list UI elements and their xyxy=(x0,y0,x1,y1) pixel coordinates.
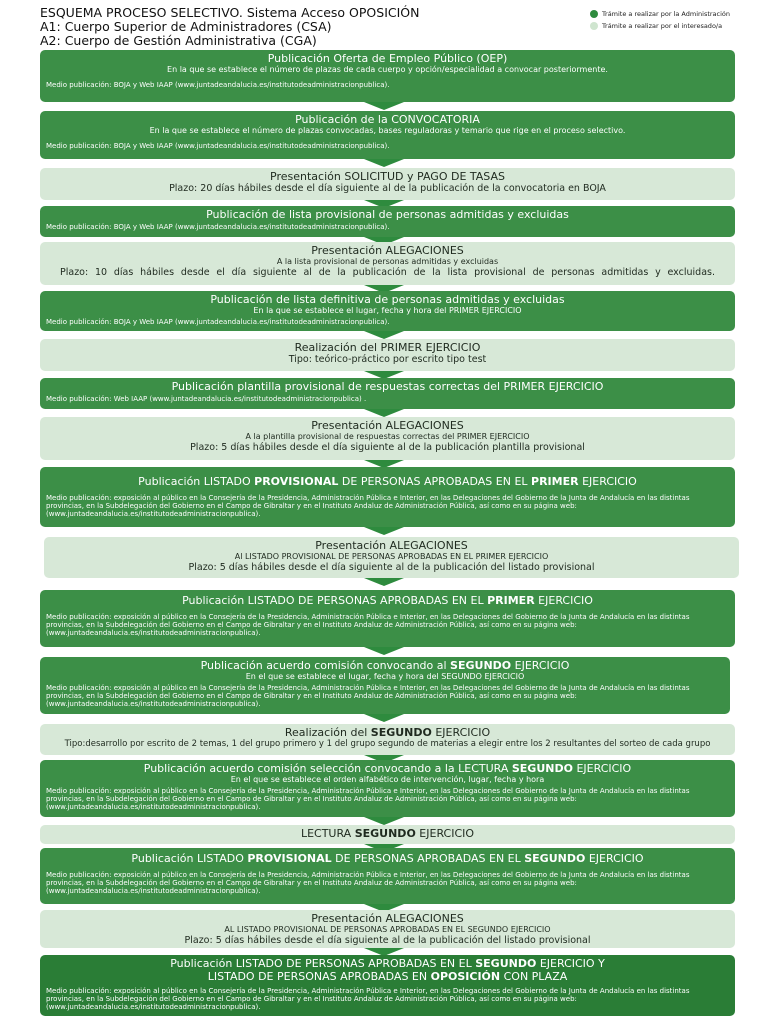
step-subtitle: Plazo: 20 días hábiles desde el día siguiente al de la publicación de la convocatoria en BOJA xyxy=(169,183,606,194)
subtitle-a2: A2: Cuerpo de Gestión Administrativa (CGA) xyxy=(40,33,317,48)
arrow-down-icon xyxy=(364,159,404,167)
step-alegaciones-listado-primer xyxy=(44,537,739,578)
step-title: Presentación SOLICITUD y PAGO DE TASAS xyxy=(270,170,505,183)
step-title: Presentación ALEGACIONES xyxy=(311,419,464,432)
step-media: Medio publicación: exposición al público en la Consejería de la Presidencia, Administración Pública e Interior, en las Delegaciones del Gobierno de la Junta de Andalucía en las distintas provincias, en la Subdelegación del Gobierno en el Campo de Gibraltar y en el Instituto Andaluz de Administración Pública, así como en su página web: (www.juntadeandalucia.es/institutodeadministracionpublica). xyxy=(46,787,690,811)
step-title-line2: LISTADO DE PERSONAS APROBADAS EN OPOSICIÓN CON PLAZA xyxy=(207,970,568,983)
step-media: Medio publicación: BOJA y Web IAAP (www.juntadeandalucia.es/institutodeadministracionpublica). xyxy=(46,142,390,150)
step-subtitle: Al LISTADO PROVISIONAL DE PERSONAS APROBADAS EN EL PRIMER EJERCICIO xyxy=(234,552,549,561)
step-acuerdo-segundo xyxy=(40,657,730,714)
step-listado-provisional-primer xyxy=(40,467,735,527)
page-title: ESQUEMA PROCESO SELECTIVO. Sistema Acceso OPOSICIÓN xyxy=(40,5,420,20)
step-deadline: Plazo: 5 días hábiles desde el día siguiente al de la publicación del listado provisional xyxy=(184,935,591,946)
step-title: Publicación de lista provisional de personas admitidas y excluidas xyxy=(206,208,569,221)
step-title: Presentación ALEGACIONES xyxy=(311,244,464,257)
step-convocatoria xyxy=(40,111,735,159)
step-title: LECTURA SEGUNDO EJERCICIO xyxy=(300,827,475,840)
arrow-down-icon xyxy=(364,527,404,535)
step-media: Medio publicación: Web IAAP (www.juntadeandalucia.es/institutodeadministracionpublica) . xyxy=(46,395,367,403)
arrow-down-icon xyxy=(364,331,404,339)
step-segundo-ejercicio xyxy=(40,724,735,755)
subtitle-a1: A1: Cuerpo Superior de Administradores (CSA) xyxy=(40,19,332,34)
step-alegaciones-plantilla xyxy=(40,417,735,460)
step-title: Presentación ALEGACIONES xyxy=(315,539,468,552)
step-lista-provisional xyxy=(40,206,735,237)
step-listado-primer xyxy=(40,590,735,647)
step-subtitle: En la que se establece el número de plazas de cada cuerpo y opción/especialidad a convocar posteriormente. xyxy=(167,65,608,74)
step-subtitle: AL LISTADO PROVISIONAL DE PERSONAS APROBADAS EN EL SEGUNDO EJERCICIO xyxy=(224,925,551,934)
step-title: Presentación ALEGACIONES xyxy=(311,912,464,925)
step-title: Publicación LISTADO PROVISIONAL DE PERSONAS APROBADAS EN EL SEGUNDO EJERCICIO xyxy=(131,852,644,865)
step-subtitle: A la plantilla provisional de respuestas correctas del PRIMER EJERCICIO xyxy=(245,432,530,441)
step-acuerdo-lectura xyxy=(40,760,735,817)
step-title: Publicación Oferta de Empleo Público (OEP) xyxy=(267,52,508,65)
arrow-down-icon xyxy=(364,102,404,110)
arrow-down-icon xyxy=(364,714,404,722)
step-alegaciones-segundo xyxy=(40,910,735,948)
step-listado-final xyxy=(40,955,735,1016)
legend-item-admin xyxy=(590,8,730,20)
step-primer-ejercicio xyxy=(40,339,735,371)
step-media: Medio publicación: BOJA y Web IAAP (www.juntadeandalucia.es/institutodeadministracionpublica). xyxy=(46,318,390,326)
arrow-down-icon xyxy=(364,817,404,825)
step-title: Realización del SEGUNDO EJERCICIO xyxy=(284,726,491,739)
step-lista-definitiva xyxy=(40,291,735,331)
step-media: Medio publicación: BOJA y Web IAAP (www.juntadeandalucia.es/institutodeadministracionpublica). xyxy=(46,81,390,89)
step-subtitle: En el que se establece el orden alfabético de intervención, lugar, fecha y hora xyxy=(230,775,545,784)
step-title: Publicación LISTADO DE PERSONAS APROBADAS EN EL PRIMER EJERCICIO xyxy=(182,594,593,607)
arrow-down-icon xyxy=(364,578,404,586)
arrow-down-icon xyxy=(364,409,404,417)
step-title: Publicación de lista definitiva de personas admitidas y excluidas xyxy=(210,293,565,306)
step-title: Publicación LISTADO DE PERSONAS APROBADAS EN EL SEGUNDO EJERCICIO Y xyxy=(170,957,605,970)
legend-label-admin: Trámite a realizar por la Administración xyxy=(602,10,731,18)
step-plantilla-provisional xyxy=(40,378,735,409)
step-subtitle: En el que se establece el lugar, fecha y hora del SEGUNDO EJERCICIO xyxy=(245,672,525,681)
page-header xyxy=(40,6,419,48)
step-media: Medio publicación: exposición al público en la Consejería de la Presidencia, Administración Pública e Interior, en las Delegaciones del Gobierno de la Junta de Andalucía en las distintas provincias, en la Subdelegación del Gobierno en el Campo de Gibraltar y en el Instituto Andaluz de Administración Pública, así como en su página web: (www.juntadeandalucia.es/institutodeadministracionpublica). xyxy=(46,871,690,895)
arrow-down-icon xyxy=(364,647,404,655)
step-title: Publicación de la CONVOCATORIA xyxy=(295,113,480,126)
step-media: Medio publicación: exposición al público en la Consejería de la Presidencia, Administración Pública e Interior, en las Delegaciones del Gobierno de la Junta de Andalucía en las distintas provincias, en la Subdelegación del Gobierno en el Campo de Gibraltar y en el Instituto Andaluz de Administración Pública, así como en su página web: (www.juntadeandalucia.es/institutodeadministracionpublica). xyxy=(46,987,690,1011)
step-subtitle: A la lista provisional de personas admitidas y excluidas xyxy=(276,257,499,266)
admin-dot-icon xyxy=(590,10,598,18)
step-listado-provisional-segundo xyxy=(40,848,735,904)
step-media: Medio publicación: BOJA y Web IAAP (www.juntadeandalucia.es/institutodeadministracionpublica). xyxy=(46,223,390,231)
step-title: Publicación acuerdo comisión convocando al SEGUNDO EJERCICIO xyxy=(200,659,570,672)
step-title: Realización del PRIMER EJERCICIO xyxy=(294,341,481,354)
legend-label-user: Trámite a realizar por el interesado/a xyxy=(602,22,723,30)
step-deadline: Plazo: 5 días hábiles desde el día siguiente al de la publicación plantilla provisional xyxy=(190,442,585,453)
step-media: Medio publicación: exposición al público en la Consejería de la Presidencia, Administración Pública e Interior, en las Delegaciones del Gobierno de la Junta de Andalucía en las distintas provincias, en la Subdelegación del Gobierno en el Campo de Gibraltar y en el Instituto Andaluz de Administración Pública, así como en su página web: (www.juntadeandalucia.es/institutodeadministracionpublica). xyxy=(46,613,690,637)
legend-item-user xyxy=(590,20,730,32)
step-alegaciones-lista xyxy=(40,242,735,285)
step-title: Publicación plantilla provisional de respuestas correctas del PRIMER EJERCICIO xyxy=(171,380,604,393)
legend xyxy=(590,8,730,32)
step-title: Publicación acuerdo comisión selección convocando a la LECTURA SEGUNDO EJERCICIO xyxy=(143,762,632,775)
step-media: Medio publicación: exposición al público en la Consejería de la Presidencia, Administración Pública e Interior, en las Delegaciones del Gobierno de la Junta de Andalucía en las distintas provincias, en la Subdelegación del Gobierno en el Campo de Gibraltar y en el Instituto Andaluz de Administración Pública, así como en su página web: (www.juntadeandalucia.es/institutodeadministracionpublica). xyxy=(46,684,690,708)
step-deadline: Plazo: 5 días hábiles desde el día siguiente al de la publicación del listado provisional xyxy=(188,562,595,573)
step-subtitle: En la que se establece el número de plazas convocadas, bases reguladoras y temario que rige en el proceso selectivo. xyxy=(149,126,626,135)
step-media: Medio publicación: exposición al público en la Consejería de la Presidencia, Administración Pública e Interior, en las Delegaciones del Gobierno de la Junta de Andalucía en las distintas provincias, en la Subdelegación del Gobierno en el Campo de Gibraltar y en el Instituto Andaluz de Administración Pública, así como en su página web: (www.juntadeandalucia.es/institutodeadministracionpublica). xyxy=(46,494,690,518)
step-title: Publicación LISTADO PROVISIONAL DE PERSONAS APROBADAS EN EL PRIMER EJERCICIO xyxy=(138,475,637,488)
step-subtitle: Tipo:desarrollo por escrito de 2 temas, 1 del grupo primero y 1 del grupo segundo de materias a elegir entre los 2 resultantes del sorteo de cada grupo xyxy=(64,739,711,749)
step-solicitud xyxy=(40,168,735,200)
step-lectura xyxy=(40,825,735,844)
step-deadline: Plazo: 10 días hábiles desde el día siguiente al de la publicación de la lista provisional de personas admitidas y excluidas. xyxy=(60,267,715,278)
step-oep xyxy=(40,50,735,102)
step-subtitle: En la que se establece el lugar, fecha y hora del PRIMER EJERCICIO xyxy=(253,306,522,315)
step-subtitle: Tipo: teórico-práctico por escrito tipo test xyxy=(288,354,487,365)
user-dot-icon xyxy=(590,22,598,30)
